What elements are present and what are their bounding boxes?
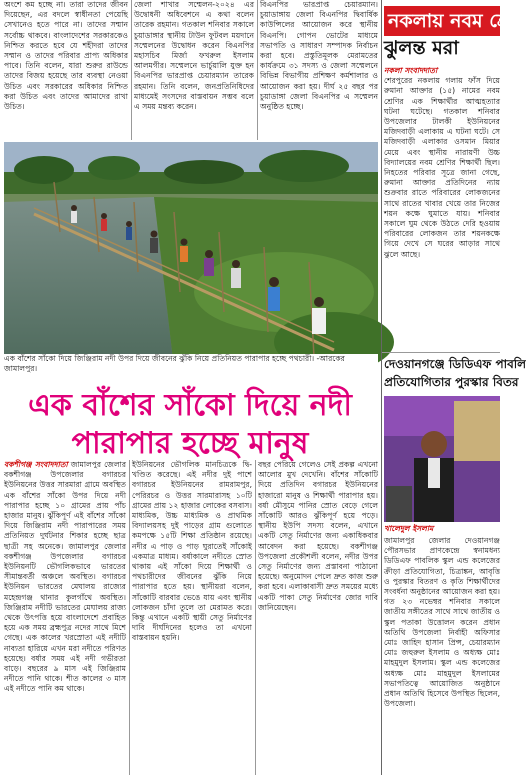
school-event-photo (384, 396, 500, 522)
photo-caption: এক বাঁশের সাঁকো দিয়ে জিঞ্জিরাম নদী উপর দিয়ে জীবনের ঝুঁকি নিয়ে প্রতিনিয়ত পারাপার হচ্ছে পথচারী। -আরকের জামালপুর। (4, 354, 378, 374)
article-headline-line-1: এক বাঁশের সাঁকো দিয়ে নদী (28, 388, 352, 423)
section-divider (382, 352, 500, 353)
article-byline: বকশীগঞ্জ সংবাদদাতা (4, 460, 68, 469)
school-event-story-text: জামালপুর জেলার দেওয়ানগঞ্জ পৌরসভার প্রাণকেন্দ্রে স্বনামধন্য ডিডিএফ পাবলিক স্কুল এন্ড কলেজের ক্রীড়া প্রতিযোগিতা, চিত্রাঙ্কন, আবৃত্তি ও পুরস্কার বিতরণ ও কৃতি শিক্ষার্থীদের সংবর্ধনা অনুষ্ঠানের আয়োজন করা হয়। গত ২৩ নভেম্বর শনিবার সকালে জাতীয় সঙ্গীতের সাথে সাথে জাতীয় ও স্কুল পতাকা উত্তোলন করেন প্রধান অতিথি উপজেলা নির্বাহী অফিসার মোঃ জাহিদ হাসান প্রিন্স, চেয়ারম্যান মোঃ জহুরুল ইসলাম ও অধ্যক্ষ মোঃ মাহমুদুল ইসলাম। স্কুল এন্ড কলেজের অধ্যক্ষ মোঃ মাহমুদুল ইসলামের সভাপতিত্বে আয়োজিত অনুষ্ঠানে প্রধান অতিথি হিসেবে উপস্থিত ছিলেন, উপজেলা। (384, 536, 500, 709)
school-event-photo-caption: খালেদুল ইসলাম (384, 524, 500, 534)
right-story-sub-headline: ঝুলন্ত মরা (384, 37, 459, 59)
right-story-body: শেরপুরের নকলায় গলায় ফাঁস দিয়ে রুমানা আক্তার (১৫) নামের নবম শ্রেণির এক শিক্ষার্থীর আত্মহত্যার ঘটনা ঘটেছে। গতকাল শনিবার উপজেলার টালকী ইউনিয়নের মজিদবাড়ী এলাকায় এ ঘটনা ঘটে। সে মজিদবাড়ী এলাকার ওসমান মিয়ার মেয়ে এবং স্থানীয় নারায়ণী উচ্চ বিদ্যালয়ের নবম শ্রেণির শিক্ষার্থী ছিল। নিহতের পরিবার সূত্রে জানা গেছে, রুমানা আক্তার প্রতিদিনের ন্যায় শুক্রবার রাতে পরিবারের লোকজনের সাথে রাতের খাবার খেয়ে তার নিজের শয়ন কক্ষে ঘুমাতে যায়। শনিবার সকালে ঘুম থেকে উঠতে দেরি হওয়ায় পরিবারের লোকজন তার শয়নকক্ষে গিয়ে দেখে সে ঘরের আড়ার সাথে ঝুলে আছে। (384, 76, 500, 259)
column-divider (257, 0, 258, 140)
article-column-1-text: জামালপুর জেলার বকশীগঞ্জ উপজেলার বগারচর ইউনিয়নের উত্তর সারমারা গ্রামে অবস্থিত এক বাঁশের সাঁকো উপর দিয়ে নদী পারাপার হচ্ছে ১০ গ্রামের প্রায় পাঁচ হাজার মানুষ। ঝুঁকিপূর্ণ এই বাঁশের সাঁকো দিয়ে জিঞ্জিরাম নদী পারাপারের সময় প্রতিনিয়ত দুর্ঘটনার শিকার হচ্ছে ছাত্র ছাত্রী সহ অনেকে। জামালপুর জেলার বকশীগঞ্জ উপজেলার বগারচর ইউনিয়নটি ভৌগলিকভাবে ভারতের সীমান্তবর্তী অঞ্চলে অবস্থিত। বগারচর ইউনিয়ন ভারতের মেঘালয় রাজ্যের মহেন্দ্রগঞ্জ থানার কুলগাঁথে অবস্থিত। জিঞ্জিরাম নদীটি ভারতের মেঘালয় রাজ্য থেকে উৎপত্তি হয়ে বাংলাদেশে প্রবাহিত হয়ে এক সময় ব্রহ্মপুত্র নদের সাথে মিশে গেছে। এক কালের খরস্রোতা এই নদীটি নাব্যতা হারিয়ে এখন মরা নদীতে পরিণত হয়েছে। বর্ষার সময় এই নদী গভীরতা বাড়ে। বছরের ৯ মাস এই জিঞ্জিরাম নদীতে পানি থাকে। শীত কালের ৩ মাস এই নদীতে পানি কম থাকে। (4, 460, 126, 694)
right-story-byline: নকলা সংবাদদাতা (384, 66, 438, 75)
column-divider (131, 0, 132, 140)
right-story-text (384, 66, 500, 354)
bamboo-bridge-photo (4, 142, 378, 368)
school-event-headline-line-1: দেওয়ানগঞ্জে ডিডিএফ পাবলি (384, 357, 526, 371)
school-event-headline-line-2: প্রতিযোগিতার পুরস্কার বিতর (384, 375, 519, 389)
top-middle-column-2-text: বিএনপির ভারপ্রাপ্ত চেয়ারম্যান। চুয়াডাঙ্গায় জেলা বিএনপির দ্বিবার্ষিক কাউন্সিলের আয়োজন করে স্থানীয় বিএনপি। গোপন ভোটের মাধ্যমে সভাপতি ও সাধারণ সম্পাদক নির্বাচন করা হবে। প্রস্তুতিমূলক মেরামতের কার্যক্রমে ৩১ সদস্য ও জেলা সম্মেলনে বিভিন্ন বিভাগীয় প্রশিক্ষণ কর্মশালার ও আয়োজন করা হয়। দীর্ঘ ২৫ বছর পর চুয়াডাঙ্গা জেলা বিএনপির এ সম্মেলন অনুষ্ঠিত হচ্ছে। (260, 0, 378, 112)
right-story-banner: নকলায় নবম শ্রে (384, 6, 500, 36)
column-divider (255, 460, 256, 775)
right-column-divider (381, 0, 382, 775)
article-column-1 (4, 460, 126, 775)
article-column-2: ইউনিয়নের ভৌগলিক মানচিত্রকে দ্বি-খণ্ডিত করেছে। এই নদীর দুই পাশে বগারচর ইউনিয়নের রামরামপুর, পেরিরচর ও উত্তর সারমারাসহ ১০টি গ্রামের প্রায় ১২ হাজার লোকের বসবাস। মাধ্যমিক, উচ্চ মাধ্যমিক ও প্রাথমিক বিদ্যালয়সহ দুই পাড়ের গ্রাম গুলোতে কমপক্ষে ১৫টি শিক্ষা প্রতিষ্ঠান রয়েছে। নদীর এ পাড় ও পাড় ঘুরাতেই সাঁকোই একমাত্র মাধ্যম। বর্ষাকালে নদীতে স্রোত থাকায় এই সাঁকো দিয়ে শিক্ষার্থী ও পথচারীদের জীবনের ঝুঁকি নিয়ে পারাপার হতে হয়। স্থানীয়রা বলেন, সাঁকোটি বারবার ভেঙে যায় এবং স্থানীয় লোকজন চাঁদা তুলে তা মেরামত করে। কিন্তু এখানে একটি স্থায়ী সেতু নির্মাণের দাবি দীর্ঘদিনের হলেও তা এখনো বাস্তবায়ন হয়নি। (132, 460, 252, 643)
article-headline-line-2: পারাপার হচ্ছে মানুষ (71, 426, 309, 461)
article-column-3: বছর পেরিয়ে গেলেও সেই প্রকল্প এখনো আলোর মুখ দেখেনি। বাঁশের সাঁকোটি দিয়ে প্রতিদিন বগারচর ইউনিয়নের হাজারো মানুষ ও শিক্ষার্থী পারাপার হয়। বর্ষা মৌসুমে পানির স্রোত বেড়ে গেলে সাঁকোটি আরও ঝুঁকিপূর্ণ হয়ে পড়ে। স্থানীয় ইউপি সদস্য বলেন, এখানে একটি সেতু নির্মাণের জন্য একাধিকবার আবেদন করা হয়েছে। বকশীগঞ্জ উপজেলা প্রকৌশলী বলেন, নদীর উপর সেতু নির্মাণের জন্য প্রস্তাবনা পাঠানো হয়েছে। অনুমোদন পেলে দ্রুত কাজ শুরু করা হবে। এলাকাবাসী দ্রুত সময়ের মধ্যে একটি পাকা সেতু নির্মাণের জোর দাবি জানিয়েছেন। (258, 460, 378, 612)
top-middle-column-text: জেলা শাখার সম্মেলন-২০২৪ এর উদ্বোধনী অধিবেশনে এ কথা বলেন তারেক রহমান। গতকাল শনিবার সকালে চুয়াডাঙ্গার স্থানীয় টাউন ফুটবল ময়দানে সম্মেলনের উদ্বোধন করেন বিএনপির মহাসচিব মির্জা ফখরুল ইসলাম আলমগীর। সম্মেলনে ভার্চুয়ালি যুক্ত হন বিএনপির ভারপ্রাপ্ত চেয়ারম্যান তারেক রহমান। তিনি বলেন, জনপ্রতিনিধিদের মাধ্যমেই সংসদের বাস্তবায়ন সম্ভব বলে এ সময় মন্তব্য করেন। (134, 0, 254, 112)
column-divider (129, 460, 130, 775)
top-left-column-text: অংশে কম হচ্ছে না। তারা তাদের জীবন দিয়েছেন, এর বদলে স্বাধীনতা পেয়েছি সেখানেও হতে পারে না। তাদের সম্মান সর্বোচ্চ থাকবে। বাংলাদেশের সরকারকেও নিশ্চিত করতে হবে যে শহীদরা তাদের সম্মান ও তাদের পরিবার প্রাপ্য অধিকার পাবে। তিনি বলেন, যারা শুরুর রাউন্ডে তাদের বিজয় হয়েছে তার ব্যবস্থা নেওয়া উচিত এবং সরকারের অধিকার নিশ্চিত করা উচিত এবং তাদের আমাদের রাখা উচিত। (4, 0, 128, 112)
